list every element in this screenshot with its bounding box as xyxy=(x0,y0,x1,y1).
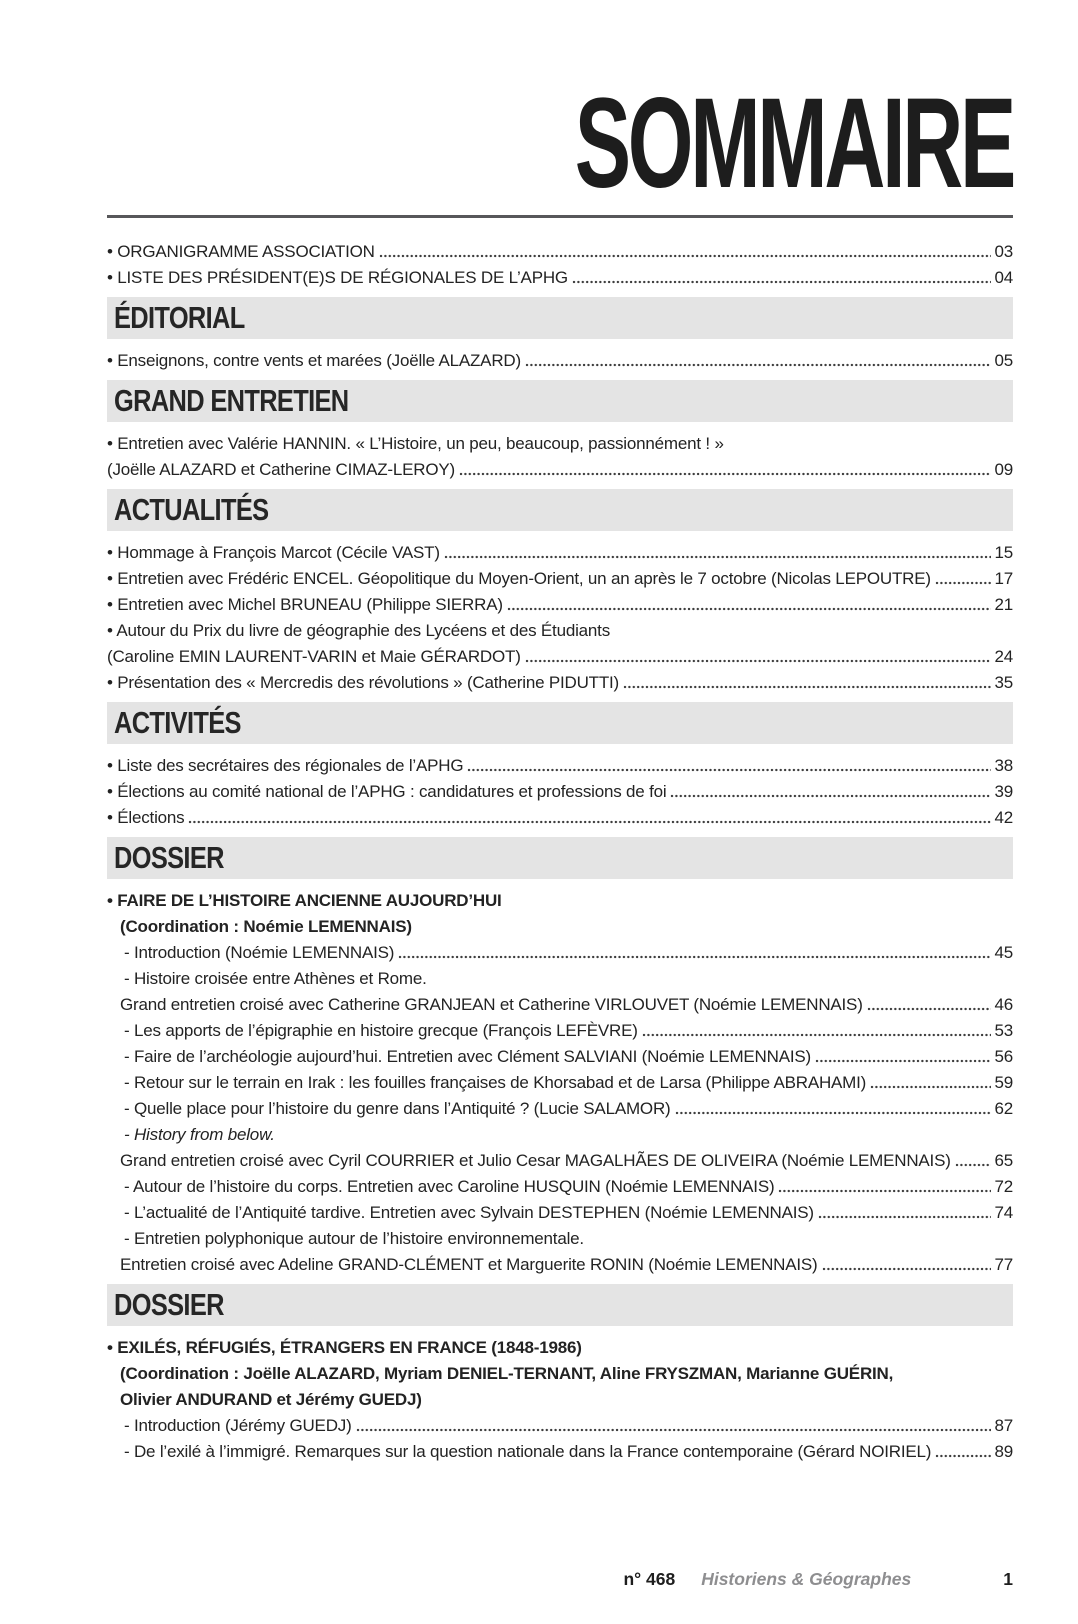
toc-entry-page-number: 03 xyxy=(994,242,1013,261)
section-header-label: DOSSIER xyxy=(114,1287,224,1322)
toc-entry-page-number: 74 xyxy=(994,1203,1013,1222)
section-header xyxy=(107,297,1013,339)
dot-leader xyxy=(398,954,991,960)
toc-entry-text: - L’actualité de l’Antiquité tardive. Entretien avec Sylvain DESTEPHEN (Noémie LEMENNAIS) xyxy=(124,1203,814,1222)
toc-entry-page-number: 45 xyxy=(994,943,1013,962)
toc-entry-text: • Entretien avec Frédéric ENCEL. Géopolitique du Moyen-Orient, un an après le 7 octobre (Nicolas LEPOUTRE) xyxy=(107,569,931,588)
dot-leader xyxy=(459,471,992,477)
toc-entry xyxy=(107,1436,1013,1462)
toc-entry xyxy=(107,1145,1013,1171)
page-title: SOMMAIRE xyxy=(574,72,1013,216)
toc-entry-text: Grand entretien croisé avec Catherine GRANJEAN et Catherine VIRLOUVET (Noémie LEMENNAIS) xyxy=(120,995,863,1014)
dot-leader xyxy=(623,684,991,690)
toc-entry xyxy=(107,428,1013,454)
section-header-label: ACTIVITÉS xyxy=(114,705,241,740)
toc-entry-text: • Hommage à François Marcot (Cécile VAST) xyxy=(107,543,440,562)
toc-entry-text: - Retour sur le terrain en Irak : les fouilles françaises de Khorsabad et de Larsa (Philippe ABRAHAMI) xyxy=(124,1073,867,1092)
toc-entry xyxy=(107,1223,1013,1249)
toc-entry xyxy=(107,537,1013,563)
toc-entry xyxy=(107,802,1013,828)
toc-entry-text: • EXILÉS, RÉFUGIÉS, ÉTRANGERS EN FRANCE (1848-1986) xyxy=(107,1338,582,1357)
toc-entry xyxy=(107,885,1013,911)
dot-leader xyxy=(675,1110,992,1116)
dot-leader xyxy=(379,253,992,259)
toc-entry-text: • Élections xyxy=(107,808,185,827)
toc-entry-page-number: 87 xyxy=(994,1416,1013,1435)
toc-entry-page-number: 46 xyxy=(994,995,1013,1014)
toc-entry-text: • Enseignons, contre vents et marées (Joëlle ALAZARD) xyxy=(107,351,521,370)
toc-entry xyxy=(107,911,1013,937)
footer-journal-name: Historiens & Géographes xyxy=(701,1569,912,1589)
toc-entry-text: (Caroline EMIN LAURENT-VARIN et Maie GÉRARDOT) xyxy=(107,647,521,666)
toc-entry-text: • LISTE DES PRÉSIDENT(E)S DE RÉGIONALES DE L’APHG xyxy=(107,268,568,287)
toc-entry xyxy=(107,1358,1013,1384)
toc-entry xyxy=(107,776,1013,802)
toc-entry xyxy=(107,1041,1013,1067)
toc-entry xyxy=(107,262,1013,288)
toc-entry-text: • Élections au comité national de l’APHG : candidatures et professions de foi xyxy=(107,782,667,801)
toc-entry-page-number: 56 xyxy=(994,1047,1013,1066)
dot-leader xyxy=(935,1453,991,1459)
dot-leader xyxy=(818,1214,992,1220)
toc-entry-page-number: 77 xyxy=(994,1255,1013,1274)
toc-entry-text: • Entretien avec Michel BRUNEAU (Philippe SIERRA) xyxy=(107,595,503,614)
toc-entry xyxy=(107,1119,1013,1145)
toc-entry-page-number: 35 xyxy=(994,673,1013,692)
title-block xyxy=(107,72,1013,216)
toc-entry xyxy=(107,563,1013,589)
toc-entry xyxy=(107,615,1013,641)
toc-entry xyxy=(107,1067,1013,1093)
toc-entry-text: Olivier ANDURAND et Jérémy GUEDJ) xyxy=(120,1390,422,1409)
toc-entry xyxy=(107,454,1013,480)
toc xyxy=(107,236,1013,1462)
toc-entry xyxy=(107,1249,1013,1275)
toc-entry-text: • Autour du Prix du livre de géographie des Lycéens et des Étudiants xyxy=(107,621,610,640)
dot-leader xyxy=(670,793,991,799)
toc-entry xyxy=(107,750,1013,776)
toc-entry-text: Entretien croisé avec Adeline GRAND-CLÉMENT et Marguerite RONIN (Noémie LEMENNAIS) xyxy=(120,1255,818,1274)
section-header xyxy=(107,1284,1013,1326)
dot-leader xyxy=(507,606,992,612)
toc-entry-page-number: 89 xyxy=(994,1442,1013,1461)
toc-entry xyxy=(107,1410,1013,1436)
toc-entry-text: • FAIRE DE L’HISTOIRE ANCIENNE AUJOURD’HUI xyxy=(107,891,502,910)
toc-entry xyxy=(107,937,1013,963)
toc-entry-text: (Coordination : Joëlle ALAZARD, Myriam DENIEL-TERNANT, Aline FRYSZMAN, Marianne GUÉRIN, xyxy=(120,1364,894,1383)
dot-leader xyxy=(188,819,991,825)
toc-entry xyxy=(107,1093,1013,1119)
toc-entry xyxy=(107,589,1013,615)
toc-entry-text: - Introduction (Jérémy GUEDJ) xyxy=(124,1416,352,1435)
toc-entry xyxy=(107,1171,1013,1197)
dot-leader xyxy=(525,658,992,664)
dot-leader xyxy=(467,767,991,773)
dot-leader xyxy=(525,362,992,368)
toc-entry-page-number: 17 xyxy=(994,569,1013,588)
toc-entry-text: - Autour de l’histoire du corps. Entretien avec Caroline HUSQUIN (Noémie LEMENNAIS) xyxy=(124,1177,775,1196)
toc-entry-page-number: 09 xyxy=(994,460,1013,479)
toc-entry xyxy=(107,1384,1013,1410)
toc-entry-text: - Quelle place pour l’histoire du genre dans l’Antiquité ? (Lucie SALAMOR) xyxy=(124,1099,671,1118)
dot-leader xyxy=(870,1084,991,1090)
footer xyxy=(623,1569,1013,1590)
toc-entry xyxy=(107,236,1013,262)
toc-entry-text: - De l’exilé à l’immigré. Remarques sur la question nationale dans la France contemporaine (Gérard NOIRIEL) xyxy=(124,1442,932,1461)
toc-entry-page-number: 21 xyxy=(994,595,1013,614)
footer-page-number: 1 xyxy=(1003,1569,1013,1589)
toc-entry-page-number: 59 xyxy=(994,1073,1013,1092)
toc-entry-text: • ORGANIGRAMME ASSOCIATION xyxy=(107,242,375,261)
toc-entry xyxy=(107,1197,1013,1223)
toc-entry-text: (Joëlle ALAZARD et Catherine CIMAZ-LEROY) xyxy=(107,460,455,479)
dot-leader xyxy=(815,1058,992,1064)
toc-entry xyxy=(107,345,1013,371)
section-header-label: ÉDITORIAL xyxy=(114,300,245,335)
toc-entry-text: • Présentation des « Mercredis des révolutions » (Catherine PIDUTTI) xyxy=(107,673,620,692)
footer-issue-number: n° 468 xyxy=(623,1569,676,1589)
dot-leader xyxy=(955,1162,992,1168)
toc-entry-page-number: 24 xyxy=(994,647,1013,666)
section-header xyxy=(107,489,1013,531)
toc-entry-text: - Les apports de l’épigraphie en histoire grecque (François LEFÈVRE) xyxy=(124,1021,638,1040)
dot-leader xyxy=(572,279,992,285)
toc-entry-text: - History from below. xyxy=(124,1125,275,1144)
section-header-label: GRAND ENTRETIEN xyxy=(114,383,349,418)
toc-entry-page-number: 42 xyxy=(994,808,1013,827)
dot-leader xyxy=(356,1427,992,1433)
toc-entry-page-number: 15 xyxy=(994,543,1013,562)
toc-entry-page-number: 65 xyxy=(994,1151,1013,1170)
page xyxy=(0,72,1078,1462)
toc-entry xyxy=(107,1332,1013,1358)
toc-entry-page-number: 38 xyxy=(994,756,1013,775)
toc-entry-text: - Introduction (Noémie LEMENNAIS) xyxy=(124,943,395,962)
toc-entry xyxy=(107,641,1013,667)
toc-entry xyxy=(107,1015,1013,1041)
toc-entry-text: • Liste des secrétaires des régionales de l’APHG xyxy=(107,756,464,775)
dot-leader xyxy=(444,554,992,560)
toc-entry-page-number: 72 xyxy=(994,1177,1013,1196)
toc-entry xyxy=(107,667,1013,693)
toc-entry-text: - Faire de l’archéologie aujourd’hui. Entretien avec Clément SALVIANI (Noémie LEMENNAIS) xyxy=(124,1047,811,1066)
toc-entry-page-number: 62 xyxy=(994,1099,1013,1118)
dot-leader xyxy=(867,1006,992,1012)
dot-leader xyxy=(778,1188,991,1194)
section-header-label: DOSSIER xyxy=(114,840,224,875)
toc-entry-page-number: 05 xyxy=(994,351,1013,370)
dot-leader xyxy=(935,580,992,586)
toc-entry xyxy=(107,989,1013,1015)
toc-entry-text: - Histoire croisée entre Athènes et Rome. xyxy=(124,969,427,988)
toc-entry-text: Grand entretien croisé avec Cyril COURRIER et Julio Cesar MAGALHÃES DE OLIVEIRA (Noémie LEMENNAIS) xyxy=(120,1151,951,1170)
toc-entry-page-number: 39 xyxy=(994,782,1013,801)
toc-entry-page-number: 04 xyxy=(994,268,1013,287)
toc-entry-page-number: 53 xyxy=(994,1021,1013,1040)
toc-entry-text: (Coordination : Noémie LEMENNAIS) xyxy=(120,917,412,936)
toc-entry xyxy=(107,963,1013,989)
toc-entry-text: • Entretien avec Valérie HANNIN. « L’Histoire, un peu, beaucoup, passionnément ! » xyxy=(107,434,724,453)
section-header xyxy=(107,837,1013,879)
toc-entry-text: - Entretien polyphonique autour de l’histoire environnementale. xyxy=(124,1229,584,1248)
dot-leader xyxy=(642,1032,992,1038)
dot-leader xyxy=(822,1266,992,1272)
section-header xyxy=(107,380,1013,422)
section-header-label: ACTUALITÉS xyxy=(114,492,269,527)
section-header xyxy=(107,702,1013,744)
